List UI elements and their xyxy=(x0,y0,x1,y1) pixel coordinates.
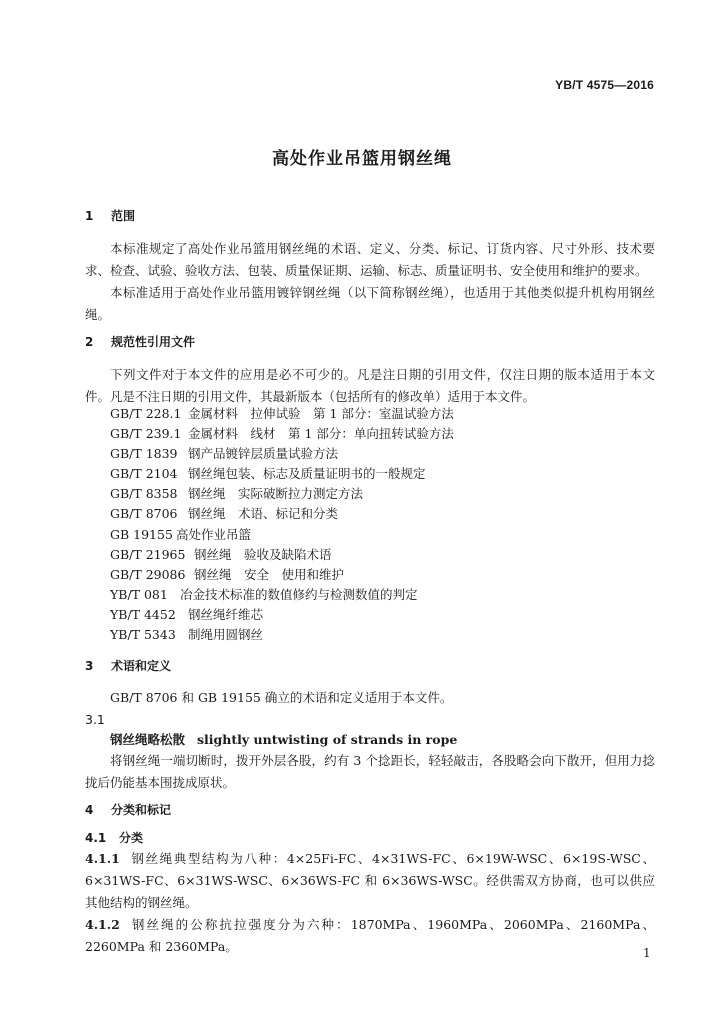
reference-item xyxy=(110,527,251,543)
reference-code: YB/T 5343 xyxy=(110,627,176,642)
term-entry xyxy=(110,732,457,748)
reference-code: YB/T 081 xyxy=(110,587,168,602)
reference-title: 钢丝绳纤维芯 xyxy=(188,607,264,622)
reference-title: 高处作业吊篮 xyxy=(176,527,252,542)
reference-title: 钢丝绳 术语、标记和分类 xyxy=(188,506,339,521)
reference-item xyxy=(110,446,338,462)
page-number: 1 xyxy=(643,946,651,960)
reference-code: GB/T 1839 xyxy=(110,446,178,461)
section-number: 2 xyxy=(85,335,94,349)
reference-item xyxy=(110,426,454,442)
reference-item xyxy=(110,627,263,643)
reference-item xyxy=(110,506,338,522)
reference-code: GB/T 29086 xyxy=(110,567,186,582)
reference-title: 冶金技术标准的数值修约与检测数值的判定 xyxy=(180,587,418,602)
reference-code: GB/T 8706 xyxy=(110,506,178,521)
term-english: slightly untwisting of strands in rope xyxy=(197,732,458,747)
section-4-heading xyxy=(85,802,171,818)
section-2-intro: 下列文件对于本文件的应用是必不可少的。凡是注日期的引用文件，仅注日期的版本适用于本文件。凡是不注日期的引用文件，其最新版本（包括所有的修改单）适用于本文件。 xyxy=(85,367,655,404)
section-title: 分类和标记 xyxy=(111,803,172,817)
document-code: YB/T 4575—2016 xyxy=(555,78,654,92)
reference-title: 钢丝绳 实际破断拉力测定方法 xyxy=(188,486,364,501)
section-1-paragraph-2: 本标准适用于高处作业吊篮用镀锌钢丝绳（以下简称钢丝绳），也适用于其他类似提升机构用钢丝绳。 xyxy=(85,285,655,322)
document-title: 高处作业吊篮用钢丝绳 xyxy=(272,149,452,169)
section-number: 4 xyxy=(85,803,94,817)
reference-item xyxy=(110,607,263,623)
subsection-number: 4.1 xyxy=(85,831,107,845)
term-chinese: 钢丝绳略松散 xyxy=(110,732,186,747)
reference-title: 金属材料 拉伸试验 第 1 部分：室温试验方法 xyxy=(188,406,454,421)
section-1-heading xyxy=(85,208,135,224)
reference-title: 金属材料 线材 第 1 部分：单向扭转试验方法 xyxy=(188,426,454,441)
reference-item xyxy=(110,547,332,563)
section-3-intro: GB/T 8706 和 GB 19155 确立的术语和定义适用于本文件。 xyxy=(110,690,453,705)
subsection-title: 分类 xyxy=(119,831,144,845)
section-title: 术语和定义 xyxy=(111,659,172,673)
reference-item xyxy=(110,466,426,482)
clause-text: 钢丝绳典型结构为八种：4×25Fi-FC、4×31WS-FC、6×19W-WSC、6×19S-WSC、6×31WS-FC、6×31WS-WSC、6×36WS-FC 和 6×36WS-WSC。经供需双方协商，也可以供应其他结构的钢丝绳。 xyxy=(85,851,655,910)
clause-4-1-2 xyxy=(85,914,655,958)
reference-code: GB/T 228.1 xyxy=(110,406,182,421)
term-definition: 将钢丝绳一端切断时，拨开外层各股，约有 3 个捻距长，轻轻敲击，各股略会向下散开，但用力捻拢后仍能基本围拢成原状。 xyxy=(85,753,655,790)
reference-code: GB/T 21965 xyxy=(110,547,186,562)
reference-code: GB/T 239.1 xyxy=(110,426,182,441)
reference-item xyxy=(110,567,344,583)
reference-title: 制绳用圆钢丝 xyxy=(188,627,264,642)
reference-item xyxy=(110,406,454,422)
reference-title: 钢产品镀锌层质量试验方法 xyxy=(188,446,339,461)
section-number: 3 xyxy=(85,659,94,673)
reference-title: 钢丝绳 安全 使用和维护 xyxy=(194,567,345,582)
reference-code: GB/T 2104 xyxy=(110,466,178,481)
section-number: 1 xyxy=(85,209,94,223)
reference-code: GB/T 8358 xyxy=(110,486,178,501)
clause-text: 钢丝绳的公称抗拉强度分为六种：1870MPa、1960MPa、2060MPa、2160MPa、2260MPa 和 2360MPa。 xyxy=(85,917,655,954)
subsection-4-1-heading xyxy=(85,830,143,846)
subsection-number: 3.1 xyxy=(85,712,105,727)
section-title: 规范性引用文件 xyxy=(111,335,196,349)
reference-code: YB/T 4452 xyxy=(110,607,176,622)
clause-number: 4.1.2 xyxy=(85,917,120,932)
section-1-paragraph-1: 本标准规定了高处作业吊篮用钢丝绳的术语、定义、分类、标记、订货内容、尺寸外形、技术要求、检查、试验、验收方法、包装、质量保证期、运输、标志、质量证明书、安全使用和维护的要求。 xyxy=(85,241,655,278)
section-2-heading xyxy=(85,334,195,350)
section-3-heading xyxy=(85,658,171,674)
clause-number: 4.1.1 xyxy=(85,851,120,866)
reference-title: 钢丝绳 验收及缺陷术语 xyxy=(194,547,332,562)
section-title: 范围 xyxy=(111,209,136,223)
reference-item xyxy=(110,587,418,603)
reference-item xyxy=(110,486,363,502)
reference-code: GB 19155 xyxy=(110,527,173,542)
reference-title: 钢丝绳包装、标志及质量证明书的一般规定 xyxy=(188,466,426,481)
clause-4-1-1 xyxy=(85,848,655,914)
